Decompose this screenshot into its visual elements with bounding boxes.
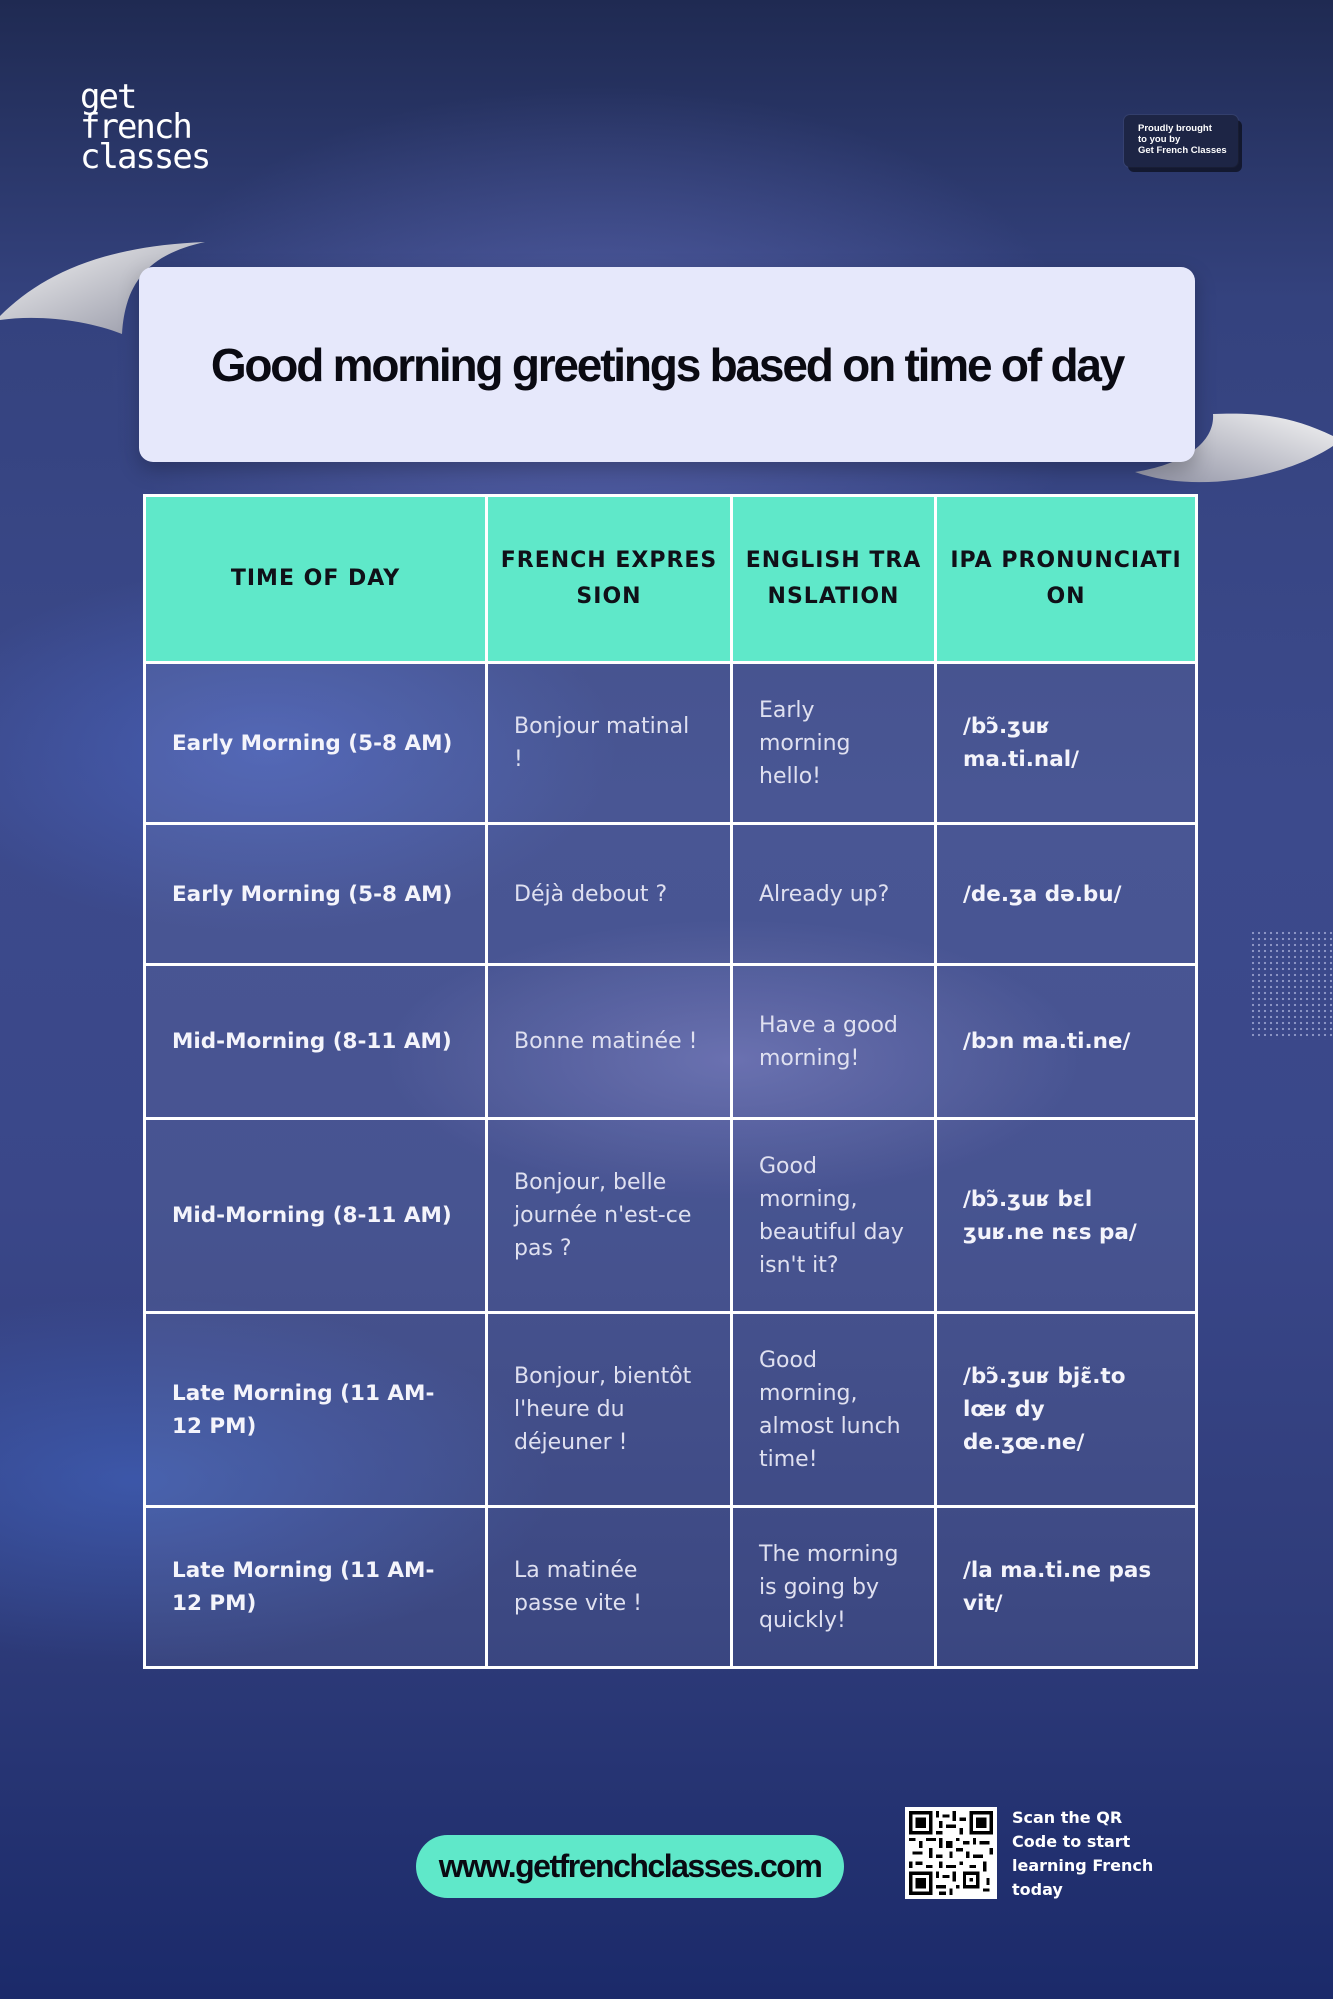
table-row: [145, 1119, 1197, 1313]
dot-pattern: [1250, 930, 1333, 1040]
cell-time: Late Morning (11 AM-12 PM): [145, 1313, 487, 1507]
table-row: [145, 965, 1197, 1119]
brand-logo[interactable]: [80, 77, 210, 177]
website-link[interactable]: www.getfrenchclasses.com: [416, 1835, 844, 1898]
page-title: Good morning greetings based on time of day: [210, 338, 1124, 391]
cell-english: Good morning, almost lunch time!: [732, 1313, 936, 1507]
cell-english: Already up?: [732, 824, 936, 965]
cell-french: Bonjour, bientôt l'heure du déjeuner !: [487, 1313, 732, 1507]
cell-ipa: /bɔ̃.ʒuʁ ma.ti.nal/: [936, 663, 1197, 824]
cell-time: Early Morning (5-8 AM): [145, 663, 487, 824]
cell-ipa: /bɔn ma.ti.ne/: [936, 965, 1197, 1119]
logo-line-get: get: [80, 77, 136, 117]
greetings-table: [143, 494, 1198, 1669]
qr-code-icon[interactable]: [905, 1807, 997, 1899]
sponsor-badge: Proudly brought to you by Get French Classes: [1124, 115, 1238, 167]
cell-time: Mid-Morning (8-11 AM): [145, 1119, 487, 1313]
table-row: [145, 1507, 1197, 1668]
header-french-expression: FRENCH EXPRESSION: [487, 496, 732, 663]
table-header-row: [145, 496, 1197, 663]
table-row: [145, 1313, 1197, 1507]
cell-french: La matinée passe vite !: [487, 1507, 732, 1668]
table-row: [145, 663, 1197, 824]
cell-french: Déjà debout ?: [487, 824, 732, 965]
header-english-translation: ENGLISH TRANSLATION: [732, 496, 936, 663]
cell-time: Mid-Morning (8-11 AM): [145, 965, 487, 1119]
title-card: [139, 267, 1195, 462]
cell-time: Late Morning (11 AM-12 PM): [145, 1507, 487, 1668]
table-row: [145, 824, 1197, 965]
cell-english: Good morning, beautiful day isn't it?: [732, 1119, 936, 1313]
cell-french: Bonjour, belle journée n'est-ce pas ?: [487, 1119, 732, 1313]
cell-english: Early morning hello!: [732, 663, 936, 824]
cell-ipa: /de.ʒa də.bu/: [936, 824, 1197, 965]
cell-french: Bonjour matinal !: [487, 663, 732, 824]
cell-english: The morning is going by quickly!: [732, 1507, 936, 1668]
logo-line-classes: classes: [80, 137, 210, 177]
header-time-of-day: TIME OF DAY: [145, 496, 487, 663]
qr-caption: Scan the QR Code to start learning French today: [1012, 1808, 1154, 1899]
cell-french: Bonne matinée !: [487, 965, 732, 1119]
header-ipa-pronunciation: IPA PRONUNCIATION: [936, 496, 1197, 663]
cell-time: Early Morning (5-8 AM): [145, 824, 487, 965]
cell-english: Have a good morning!: [732, 965, 936, 1119]
cell-ipa: /la ma.ti.ne pas vit/: [936, 1507, 1197, 1668]
logo-line-french: french: [80, 107, 191, 147]
cell-ipa: /bɔ̃.ʒuʁ bjɛ̃.to lœʁ dy de.ʒœ.ne/: [936, 1313, 1197, 1507]
cell-ipa: /bɔ̃.ʒuʁ bɛl ʒuʁ.ne nɛs pa/: [936, 1119, 1197, 1313]
